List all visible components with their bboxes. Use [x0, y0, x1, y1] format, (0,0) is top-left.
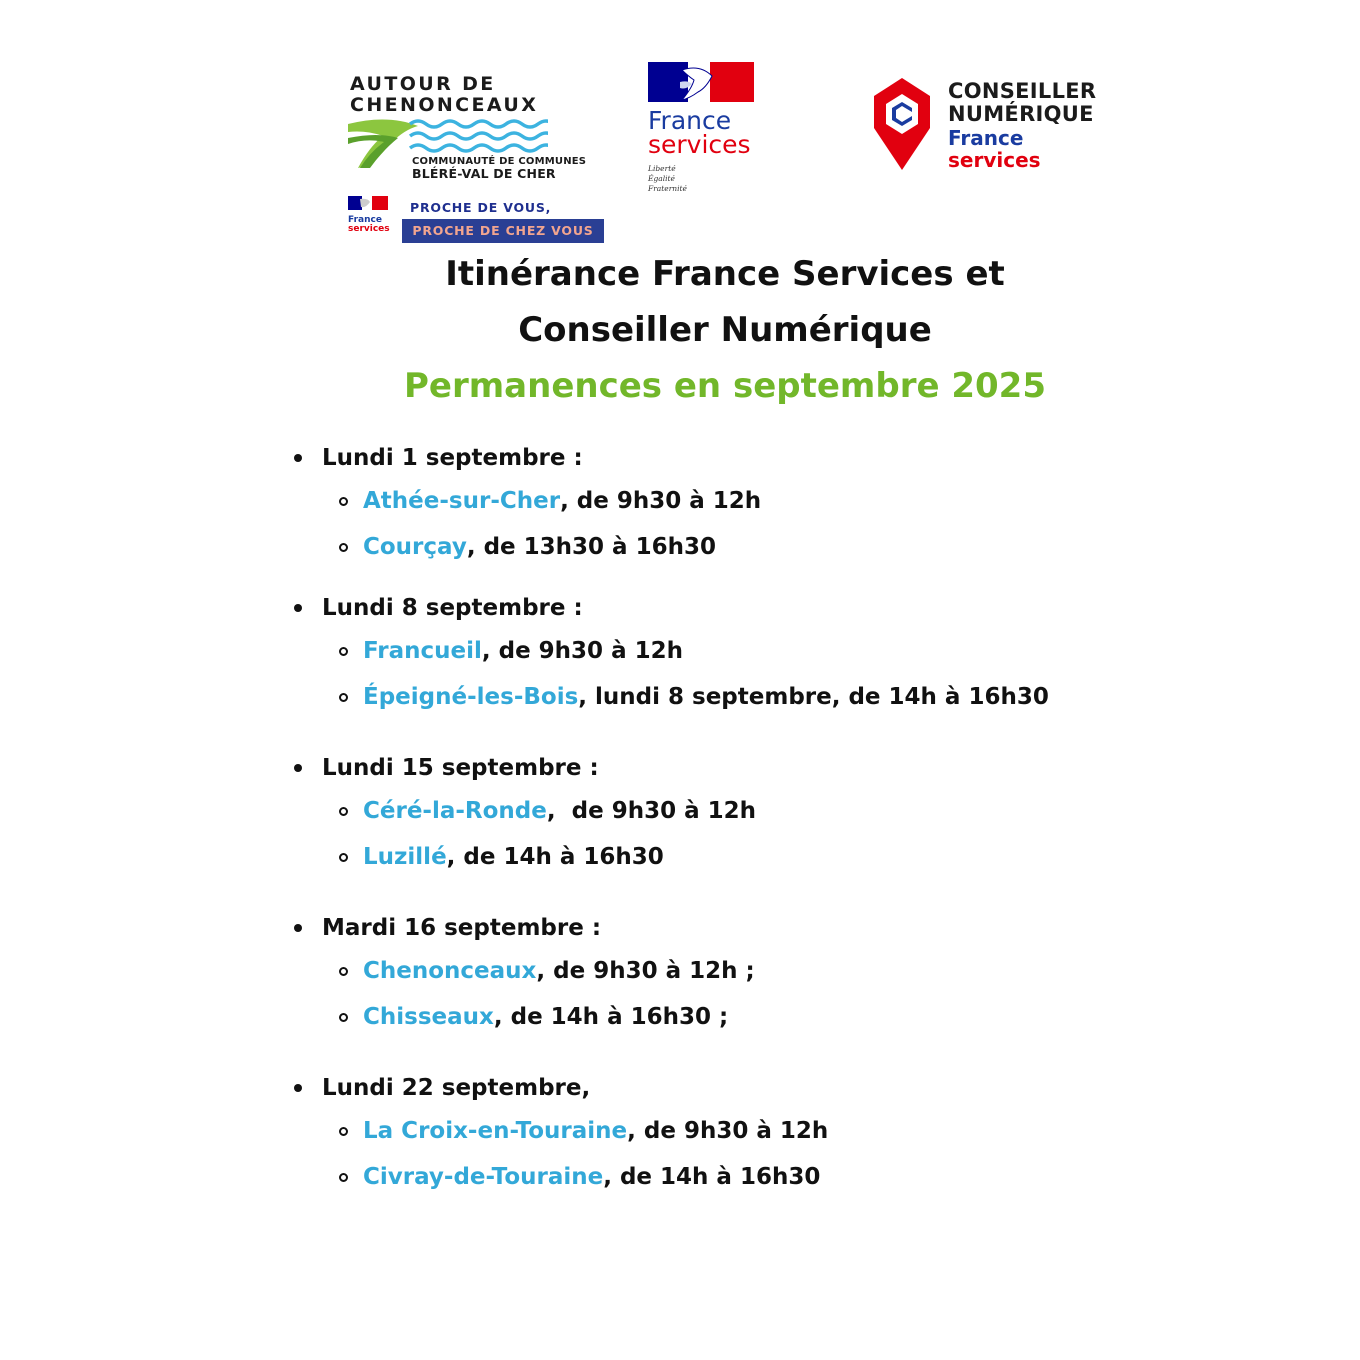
circle-bullet-icon: [339, 497, 348, 506]
day-heading: [294, 748, 1194, 788]
circle-bullet-icon: [339, 1127, 348, 1136]
bullet-icon: [294, 604, 302, 612]
fs-logo-line1: France: [648, 106, 732, 135]
day-item: [294, 748, 1194, 880]
day-label: Lundi 22 septembre,: [322, 1075, 591, 1101]
bullet-icon: [294, 924, 302, 932]
day-label: Lundi 15 septembre :: [322, 755, 599, 781]
slot-item: [339, 478, 1194, 524]
marianne-icon: [678, 62, 722, 102]
day-item: [294, 908, 1194, 1040]
day-item: [294, 1068, 1194, 1200]
slot-detail: , de 13h30 à 16h30: [466, 534, 716, 560]
day-label: Mardi 16 septembre :: [322, 915, 602, 941]
autour-title-line2: CHENONCEAUX: [350, 94, 539, 116]
slot-item: [339, 524, 1194, 570]
circle-bullet-icon: [339, 543, 348, 552]
bullet-icon: [294, 454, 302, 462]
cn-logo-line2: NUMÉRIQUE: [948, 102, 1094, 126]
day-heading: [294, 438, 1194, 478]
slot-detail: , de 14h à 16h30: [446, 844, 664, 870]
slot-item: [339, 628, 1194, 674]
slot-item: [339, 834, 1194, 880]
circle-bullet-icon: [339, 647, 348, 656]
autour-de-chenonceaux-logo: [348, 74, 610, 244]
slot-place: Courçay: [363, 534, 467, 560]
conseiller-numerique-logo: [870, 76, 1100, 176]
day-label: Lundi 1 septembre :: [322, 445, 583, 471]
schedule-list: [294, 438, 1194, 1200]
slot-place: Athée-sur-Cher: [363, 488, 561, 514]
cn-logo-line1: CONSEILLER: [948, 79, 1097, 103]
slot-item: [339, 1108, 1194, 1154]
slot-detail: , de 14h à 16h30 ;: [493, 1004, 729, 1030]
slot-detail: , de 9h30 à 12h ;: [536, 958, 755, 984]
proche-de-chez-vous-banner: PROCHE DE CHEZ VOUS: [402, 219, 604, 243]
slot-place: Céré-la-Ronde: [363, 798, 547, 824]
fs-logo-line2: services: [648, 130, 751, 159]
slot-detail: , de 9h30 à 12h: [560, 488, 762, 514]
flag-icon: [348, 196, 388, 212]
circle-bullet-icon: [339, 807, 348, 816]
autour-logo-subtitle: [412, 156, 586, 180]
mini-france-services-logo: [348, 196, 396, 234]
motto-fraternite: Fraternité: [648, 184, 687, 193]
day-item: [294, 438, 1194, 570]
page-subtitle: Permanences en septembre 2025: [404, 366, 1046, 406]
slot-detail: , de 14h à 16h30: [603, 1164, 821, 1190]
slot-detail: , de 9h30 à 12h: [481, 638, 683, 664]
autour-sub-line2: BLÉRÉ-VAL DE CHER: [412, 166, 556, 181]
slot-detail: , de 9h30 à 12h: [546, 798, 756, 824]
slot-place: Civray-de-Touraine: [363, 1164, 604, 1190]
day-label: Lundi 8 septembre :: [322, 595, 583, 621]
slot-place: Épeigné-les-Bois: [363, 684, 579, 710]
slot-detail: , lundi 8 septembre, de 14h à 16h30: [578, 684, 1049, 710]
motto-liberte: Liberté: [648, 164, 676, 173]
circle-bullet-icon: [339, 1013, 348, 1022]
day-heading: [294, 588, 1194, 628]
location-pin-icon: [870, 76, 934, 172]
slot-item: [339, 1154, 1194, 1200]
france-services-logo: [648, 62, 768, 197]
circle-bullet-icon: [339, 1173, 348, 1182]
day-heading: [294, 908, 1194, 948]
slot-place: Luzillé: [363, 844, 447, 870]
bullet-icon: [294, 764, 302, 772]
slot-detail: , de 9h30 à 12h: [627, 1118, 829, 1144]
circle-bullet-icon: [339, 967, 348, 976]
autour-logo-title: [350, 74, 538, 116]
circle-bullet-icon: [339, 853, 348, 862]
mini-fs-line1: France: [348, 215, 382, 225]
page-title-line1: Itinérance France Services et: [445, 254, 1005, 294]
day-item: [294, 588, 1194, 720]
slot-place: Francueil: [363, 638, 482, 664]
mini-fs-line2: services: [348, 224, 390, 234]
slot-place: La Croix-en-Touraine: [363, 1118, 628, 1144]
slot-item: [339, 994, 1194, 1040]
day-heading: [294, 1068, 1194, 1108]
slot-item: [339, 674, 1194, 720]
page-title-line2: Conseiller Numérique: [518, 310, 932, 350]
slot-place: Chisseaux: [363, 1004, 494, 1030]
proche-de-vous-text: PROCHE DE VOUS,: [410, 200, 552, 215]
cn-logo-line4: services: [948, 148, 1041, 172]
slot-item: [339, 788, 1194, 834]
autour-sub-line1: COMMUNAUTÉ DE COMMUNES: [412, 156, 587, 167]
slot-item: [339, 948, 1194, 994]
republic-motto: [648, 164, 687, 194]
motto-egalite: Égalité: [648, 174, 675, 183]
slot-place: Chenonceaux: [363, 958, 537, 984]
autour-title-line1: AUTOUR DE: [350, 73, 496, 95]
cn-logo-line3: France: [948, 126, 1024, 150]
bullet-icon: [294, 1084, 302, 1092]
circle-bullet-icon: [339, 693, 348, 702]
